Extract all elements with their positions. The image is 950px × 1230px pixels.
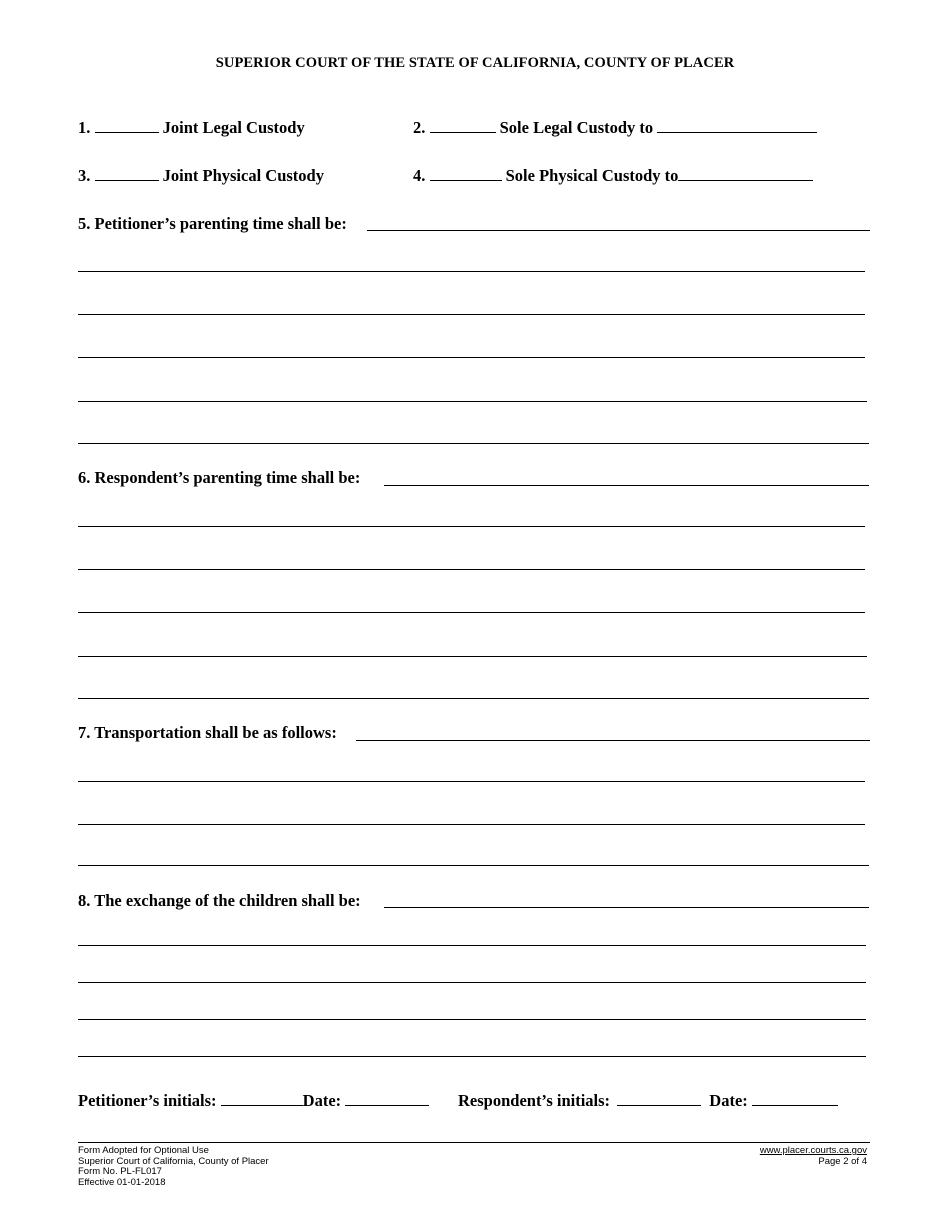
transportation-label: 7. Transportation shall be as follows: <box>78 723 337 742</box>
transportation-field[interactable] <box>356 740 870 741</box>
footer-form-number: Form No. PL-FL017 <box>78 1166 162 1178</box>
respondent-parenting-line[interactable] <box>78 612 865 613</box>
footer-page-info <box>760 1146 867 1167</box>
sole-physical-custody-item <box>413 166 813 186</box>
respondent-parenting-time-field[interactable] <box>384 485 869 486</box>
petitioner-initials-row <box>78 1091 429 1111</box>
joint-legal-custody-label: Joint Legal Custody <box>162 118 305 137</box>
respondent-parenting-time-label: 6. Respondent’s parenting time shall be: <box>78 468 361 487</box>
transportation-line[interactable] <box>78 781 865 782</box>
court-website-link[interactable]: www.placer.courts.ca.gov <box>759 1145 867 1156</box>
exchange-line[interactable] <box>78 982 866 983</box>
joint-physical-custody-label: Joint Physical Custody <box>162 166 324 185</box>
court-title: SUPERIOR COURT OF THE STATE OF CALIFORNIA, COUNTY OF PLACER <box>215 55 735 71</box>
exchange-label: 8. The exchange of the children shall be: <box>78 891 361 910</box>
page-number: Page 2 of 4 <box>818 1155 867 1167</box>
joint-physical-custody-item <box>78 166 324 186</box>
sole-physical-custody-to-field[interactable] <box>678 166 813 181</box>
sole-physical-custody-blank[interactable] <box>430 166 502 181</box>
item-number: 4. <box>413 166 426 185</box>
joint-legal-custody-item <box>78 118 305 138</box>
petitioner-initials-label: Petitioner’s initials: <box>78 1091 217 1110</box>
petitioner-parenting-time-label: 5. Petitioner’s parenting time shall be: <box>78 214 347 233</box>
respondent-initials-row <box>458 1091 838 1111</box>
petitioner-parenting-line[interactable] <box>78 271 865 272</box>
petitioner-parenting-line[interactable] <box>78 357 865 358</box>
sole-legal-custody-label: Sole Legal Custody to <box>499 118 654 137</box>
exchange-field[interactable] <box>384 907 869 908</box>
item-number: 2. <box>413 118 426 137</box>
item-number: 3. <box>78 166 91 185</box>
footer-court: Superior Court of California, County of Placer <box>78 1155 269 1167</box>
footer-effective-date: Effective 01-01-2018 <box>78 1177 166 1189</box>
respondent-initials-label: Respondent’s initials: <box>458 1091 611 1110</box>
respondent-date-label: Date: <box>709 1091 748 1110</box>
respondent-date-field[interactable] <box>752 1091 838 1106</box>
joint-legal-custody-blank[interactable] <box>95 118 159 133</box>
footer-divider <box>78 1142 870 1143</box>
petitioner-parenting-line[interactable] <box>78 443 869 444</box>
exchange-line[interactable] <box>78 1019 866 1020</box>
petitioner-date-field[interactable] <box>345 1091 429 1106</box>
sole-legal-custody-to-field[interactable] <box>657 118 817 133</box>
item-number: 1. <box>78 118 91 137</box>
transportation-line[interactable] <box>78 865 869 866</box>
footer-form-info <box>78 1146 269 1189</box>
exchange-line[interactable] <box>78 1056 866 1057</box>
respondent-parenting-line[interactable] <box>78 526 865 527</box>
respondent-parenting-line[interactable] <box>78 698 869 699</box>
joint-physical-custody-blank[interactable] <box>95 166 159 181</box>
petitioner-date-label: Date: <box>302 1091 342 1110</box>
petitioner-parenting-line[interactable] <box>78 314 865 315</box>
petitioner-parenting-time-field[interactable] <box>367 230 870 231</box>
sole-legal-custody-blank[interactable] <box>430 118 496 133</box>
sole-physical-custody-label: Sole Physical Custody to <box>505 166 679 185</box>
respondent-initials-field[interactable] <box>617 1091 701 1106</box>
exchange-line[interactable] <box>78 945 866 946</box>
transportation-line[interactable] <box>78 824 865 825</box>
petitioner-parenting-line[interactable] <box>78 401 867 402</box>
respondent-parenting-line[interactable] <box>78 656 867 657</box>
footer-adopted: Form Adopted for Optional Use <box>78 1145 209 1156</box>
sole-legal-custody-item <box>413 118 817 138</box>
respondent-parenting-line[interactable] <box>78 569 865 570</box>
petitioner-initials-field[interactable] <box>221 1091 303 1106</box>
